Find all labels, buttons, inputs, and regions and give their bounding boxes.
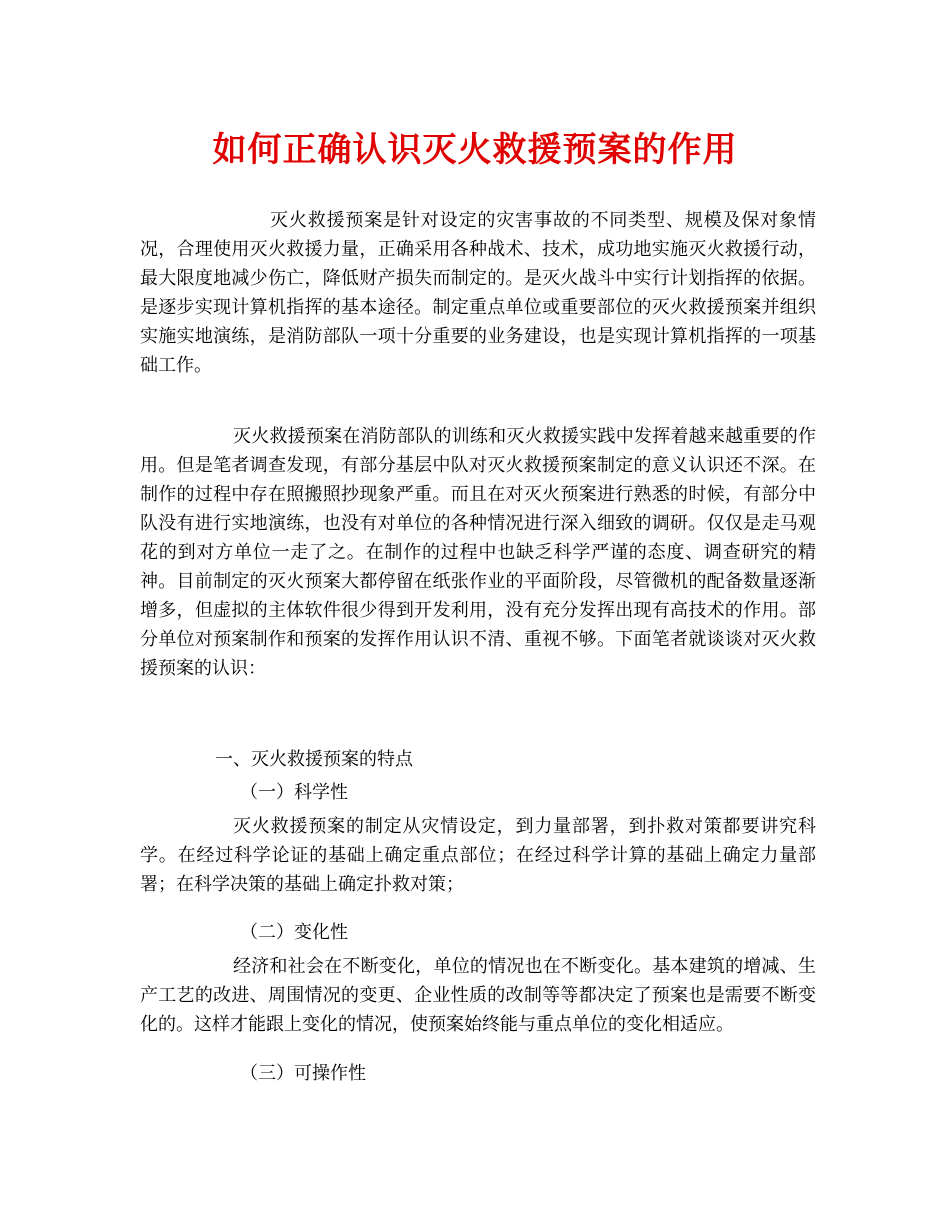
problem-paragraph: 灭火救援预案在消防部队的训练和灭火救援实践中发挥着越来越重要的作用。但是笔者调查发现，有部分基层中队对灭火救援预案制定的意义认识还不深。在制作的过程中存在照搬照抄现象严重。而且在对灭火预案进行熟悉的时候，有部分中队没有进行实地演练，也没有对单位的各种情况进行深入细致的调研。仅仅是走马观花的到对方单位一走了之。在制作的过程中也缺乏科学严谨的态度、调查研究的精神。目前制定的灭火预案大都停留在纸张作业的平面阶段，尽管微机的配备数量逐渐增多，但虚拟的主体软件很少得到开发利用，没有充分发挥出现有高技术的作用。部分单位对预案制作和预案的发挥作用认识不清、重视不够。下面笔者就谈谈对灭火救援预案的认识： (140, 426, 816, 679)
variability-paragraph: 经济和社会在不断变化，单位的情况也在不断变化。基本建筑的增减、生产工艺的改进、周围情况的变更、企业性质的改制等等都决定了预案也是需要不断变化的。这样才能跟上变化的情况，使预案始终能与重点单位的变化相适应。 (140, 956, 816, 1035)
scientific-paragraph: 灭火救援预案的制定从灾情设定，到力量部署，到扑救对策都要讲究科学。在经过科学论证的基础上确定重点部位；在经过科学计算的基础上确定力量部署；在科学决策的基础上确定扑救对策； (140, 816, 816, 895)
page-title: 如何正确认识灭火救援预案的作用 (212, 130, 738, 170)
section-heading-features: 一、灭火救援预案的特点 (215, 749, 413, 770)
intro-paragraph: 灭火救援预案是针对设定的灾害事故的不同类型、规模及保对象情况，合理使用灭火救援力量，正确采用各种战术、技术，成功地实施灭火救援行动，最大限度地减少伤亡，降低财产损失而制定的。是灭火战斗中实行计划指挥的依据。是逐步实现计算机指挥的基本途径。制定重点单位或重要部位的灭火救援预案并组织实施实地演练，是消防部队一项十分重要的业务建设，也是实现计算机指挥的一项基础工作。 (140, 210, 816, 376)
subheading-scientific: （一）科学性 (240, 782, 348, 803)
subheading-operability: （三）可操作性 (240, 1063, 366, 1084)
subheading-variability: （二）变化性 (240, 922, 348, 943)
